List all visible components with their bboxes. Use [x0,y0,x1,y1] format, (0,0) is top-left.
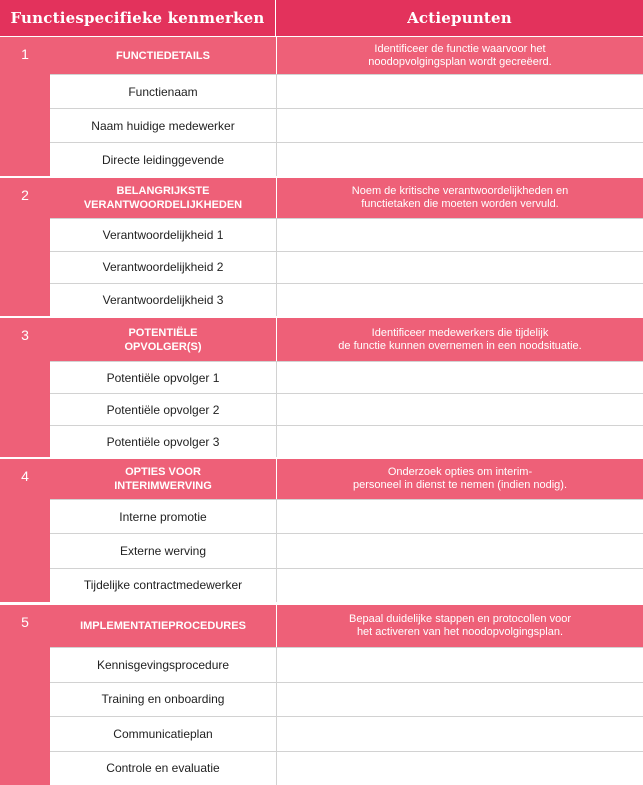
row-label: Training en onboarding [50,682,276,717]
section-title: BELANGRIJKSTE VERANTWOORDELIJKHEDEN [50,178,276,218]
row-label: Directe leidinggevende [50,142,276,176]
section-action-text: Noem de kritische verantwoordelijkheden en functietaken die moeten worden vervuld. [276,178,643,218]
section-4 [0,459,643,602]
section-title: POTENTIËLE OPVOLGER(S) [50,318,276,361]
row-label: Interne promotie [50,499,276,533]
row-label: Kennisgevingsprocedure [50,647,276,682]
header-action-points: Actiepunten [407,9,512,27]
section-action-text: Identificeer medewerkers die tijdelijk de functie kunnen overnemen in een noodsituatie. [276,318,643,361]
row-action-field[interactable] [276,533,643,567]
section-title: IMPLEMENTATIEPROCEDURES [50,605,276,647]
row-label: Controle en evaluatie [50,751,276,785]
row-action-field[interactable] [276,425,643,457]
row-action-field[interactable] [276,568,643,602]
row-action-field[interactable] [276,218,643,251]
row-action-field[interactable] [276,647,643,682]
row-action-field[interactable] [276,108,643,142]
section-number-column [0,459,50,602]
row-action-field[interactable] [276,393,643,425]
row-label: Potentiële opvolger 2 [50,393,276,425]
row-label: Communicatieplan [50,716,276,751]
table-header [0,0,643,36]
section-5 [0,605,643,785]
row-label: Externe werving [50,533,276,567]
row-label: Potentiële opvolger 3 [50,425,276,457]
section-number-column [0,37,50,176]
row-label: Verantwoordelijkheid 1 [50,218,276,251]
section-number: 3 [21,327,29,343]
section-number-column [0,605,50,785]
header-characteristics: Functiespecifieke kenmerken [0,0,276,36]
section-2 [0,178,643,316]
section-action-text: Identificeer de functie waarvoor het noodopvolgingsplan wordt gecreëerd. [276,37,643,74]
section-3 [0,318,643,457]
section-title: OPTIES VOOR INTERIMWERVING [50,459,276,499]
section-title: FUNCTIEDETAILS [50,37,276,74]
row-action-field[interactable] [276,716,643,751]
row-action-field[interactable] [276,74,643,108]
section-action-text: Bepaal duidelijke stappen en protocollen voor het activeren van het noodopvolgingsplan. [276,605,643,647]
row-action-field[interactable] [276,251,643,284]
section-number-column [0,318,50,457]
section-number: 4 [21,468,29,484]
section-number: 2 [21,187,29,203]
row-action-field[interactable] [276,283,643,316]
row-action-field[interactable] [276,361,643,393]
section-1 [0,37,643,176]
row-action-field[interactable] [276,142,643,176]
section-action-text: Onderzoek opties om interim- personeel in dienst te nemen (indien nodig). [276,459,643,499]
row-label: Tijdelijke contractmedewerker [50,568,276,602]
row-label: Potentiële opvolger 1 [50,361,276,393]
row-action-field[interactable] [276,499,643,533]
row-action-field[interactable] [276,682,643,717]
row-label: Functienaam [50,74,276,108]
section-number: 1 [21,46,29,62]
section-number: 5 [21,614,29,630]
section-number-column [0,178,50,316]
row-label: Verantwoordelijkheid 2 [50,251,276,284]
row-label: Naam huidige medewerker [50,108,276,142]
row-action-field[interactable] [276,751,643,785]
row-label: Verantwoordelijkheid 3 [50,283,276,316]
